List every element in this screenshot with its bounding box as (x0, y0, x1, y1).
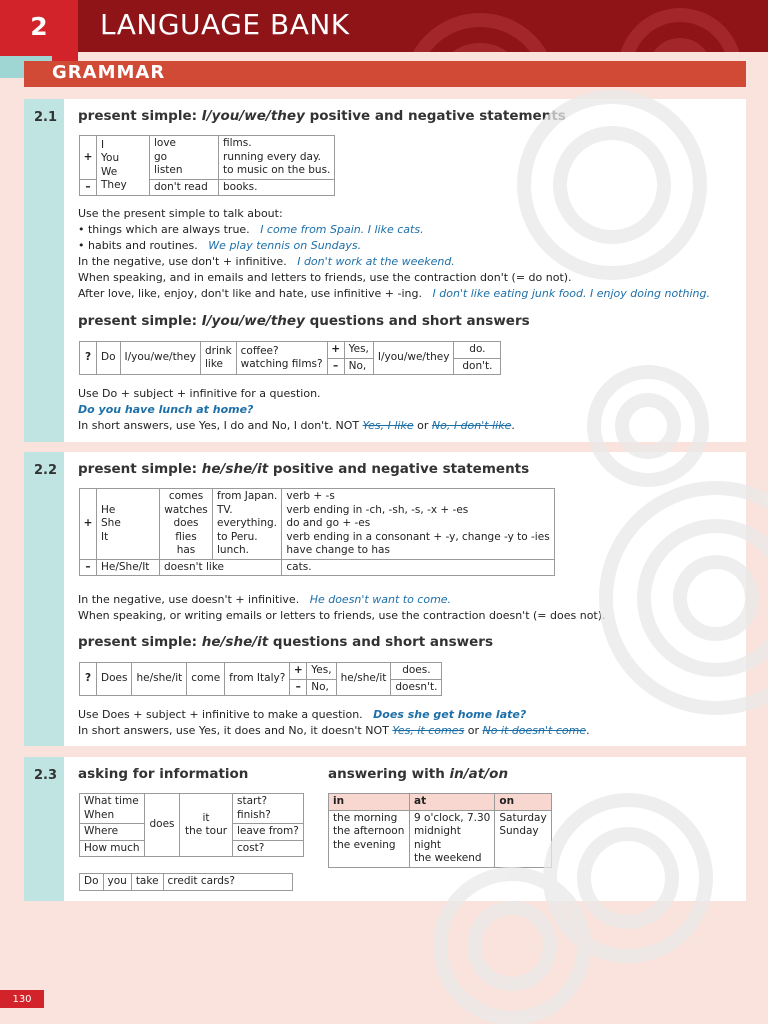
verb-cell: start? finish? (233, 794, 304, 824)
neg-object-cell: books. (219, 179, 335, 196)
bullet-habits: • habits and routines. We play tennis on Sundays. (78, 239, 362, 252)
object-cell: from Italy? (225, 663, 290, 696)
header-in: in (329, 794, 410, 811)
section-heading: present simple: he/she/it positive and negative statements (78, 461, 530, 477)
where-cell: Where (80, 824, 145, 841)
panel-teal-column (24, 452, 64, 746)
minus-sign: – (80, 179, 97, 196)
in-items-cell: the morning the afternoon the evening (329, 810, 410, 867)
pronoun-cell: I You We They (97, 136, 150, 196)
plus-sign: + (80, 136, 97, 180)
at-items-cell: 9 o'clock, 7.30 midnight night the weekend (410, 810, 495, 867)
object-cell: from Japan. TV. everything. to Peru. lunch. (213, 489, 282, 560)
question-rule: Use Does + subject + infinitive to make a question. Does she get home late? (78, 708, 527, 721)
plus-sign: + (327, 342, 344, 359)
panel-2-3 (24, 757, 746, 901)
short-do-cell: do. (454, 342, 501, 359)
questions-heading: present simple: I/you/we/they questions and short answers (78, 313, 530, 329)
minus-sign: – (290, 679, 307, 696)
questions-heading: present simple: he/she/it questions and short answers (78, 634, 493, 650)
grammar-table-questions (79, 662, 442, 696)
contraction-rule: When speaking, and in emails and letters to friends, use the contraction don't (= do not). (78, 271, 572, 284)
do-cell: Do (97, 342, 121, 375)
section-number: 2.2 (34, 463, 58, 478)
qword-cell: What time When (80, 794, 145, 824)
question-sign: ? (80, 663, 97, 696)
plus-sign: + (80, 489, 97, 560)
neg-object-cell: cats. (282, 559, 554, 576)
section-number: 2.3 (34, 768, 58, 783)
pronoun-cell: He She It (97, 489, 160, 560)
panel-teal-column (24, 99, 64, 442)
verb-cell: love go listen (150, 136, 219, 180)
on-items-cell: Saturday Sunday (495, 810, 551, 867)
minus-sign: – (327, 358, 344, 375)
neg-pronoun-cell: He/She/It (97, 559, 160, 576)
pronoun-cell: he/she/it (132, 663, 187, 696)
no-cell: No, (307, 679, 336, 696)
credit-card-table (79, 873, 293, 891)
yes-cell: Yes, (307, 663, 336, 680)
you-cell: you (103, 874, 131, 891)
answering-heading: answering with in/at/on (328, 766, 509, 782)
section-heading: present simple: I/you/we/they positive and negative statements (78, 108, 566, 124)
grammar-table-positive-negative (79, 135, 335, 196)
short-does-cell: does. (391, 663, 442, 680)
header-at: at (410, 794, 495, 811)
question-sign: ? (80, 342, 97, 375)
take-cell: take (131, 874, 163, 891)
credit-cards-cell: credit cards? (163, 874, 292, 891)
section-label: GRAMMAR (52, 62, 166, 83)
neg-verb-cell: don't read (150, 179, 219, 196)
panel-2-1 (24, 99, 746, 442)
bullet-true: • things which are always true. I come from Spain. I like cats. (78, 223, 424, 236)
howmuch-cell: How much (80, 840, 145, 857)
negative-rule: In the negative, use doesn't + infinitive. He doesn't want to come. (78, 593, 452, 606)
asking-table (79, 793, 304, 857)
do-cell: Do (80, 874, 104, 891)
use-intro: Use the present simple to talk about: (78, 207, 283, 220)
asking-heading: asking for information (78, 766, 249, 782)
negative-rule: In the negative, use don't + infinitive. I don't work at the weekend. (78, 255, 455, 268)
page-number: 130 (0, 990, 44, 1008)
verb-cell: come (187, 663, 225, 696)
cost-cell: cost? (233, 840, 304, 857)
neg-verb-cell: doesn't like (160, 559, 282, 576)
spelling-rules-cell: verb + -s verb ending in -ch, -sh, -s, -x + -es do and go + -es verb ending in a consonant + -y, change -y to -ies have change to has (282, 489, 554, 560)
plus-sign: + (290, 663, 307, 680)
after-rule: After love, like, enjoy, don't like and hate, use infinitive + -ing. I don't like eating junk food. I enjoy doing nothing. (78, 287, 710, 300)
section-number: 2.1 (34, 110, 58, 125)
page-title: LANGUAGE BANK (100, 8, 350, 41)
preposition-table (328, 793, 552, 868)
contraction-rule: When speaking, or writing emails or letters to friends, use the contraction doesn't (= does not). (78, 609, 606, 622)
yes-cell: Yes, (344, 342, 373, 359)
no-cell: No, (344, 358, 373, 375)
decorative-rings-header (380, 0, 768, 52)
grammar-table-questions (79, 341, 501, 375)
pronoun-cell: I/you/we/they (120, 342, 201, 375)
unit-number: 2 (0, 0, 78, 52)
panel-2-2 (24, 452, 746, 746)
does-cell: Does (97, 663, 132, 696)
short-answer-rule: In short answers, use Yes, it does and No, it doesn't NOT Yes, it comes or No it doesn't come. (78, 724, 590, 737)
answer-pronoun-cell: I/you/we/they (373, 342, 454, 375)
subject-cell: it the tour (180, 794, 233, 857)
short-answer-rule: In short answers, use Yes, I do and No, I don't. NOT Yes, I like or No, I don't like. (78, 419, 515, 432)
answer-pronoun-cell: he/she/it (336, 663, 391, 696)
question-example: Do you have lunch at home? (78, 403, 254, 416)
minus-sign: – (80, 559, 97, 576)
short-doesnt-cell: doesn't. (391, 679, 442, 696)
verb-cell: drink like (201, 342, 237, 375)
object-cell: coffee? watching films? (236, 342, 327, 375)
leave-cell: leave from? (233, 824, 304, 841)
verb-cell: comes watches does flies has (160, 489, 213, 560)
grammar-table-he-she-it (79, 488, 555, 576)
object-cell: films. running every day. to music on the bus. (219, 136, 335, 180)
short-dont-cell: don't. (454, 358, 501, 375)
header-on: on (495, 794, 551, 811)
question-rule: Use Do + subject + infinitive for a question. (78, 387, 321, 400)
does-cell: does (145, 794, 180, 857)
